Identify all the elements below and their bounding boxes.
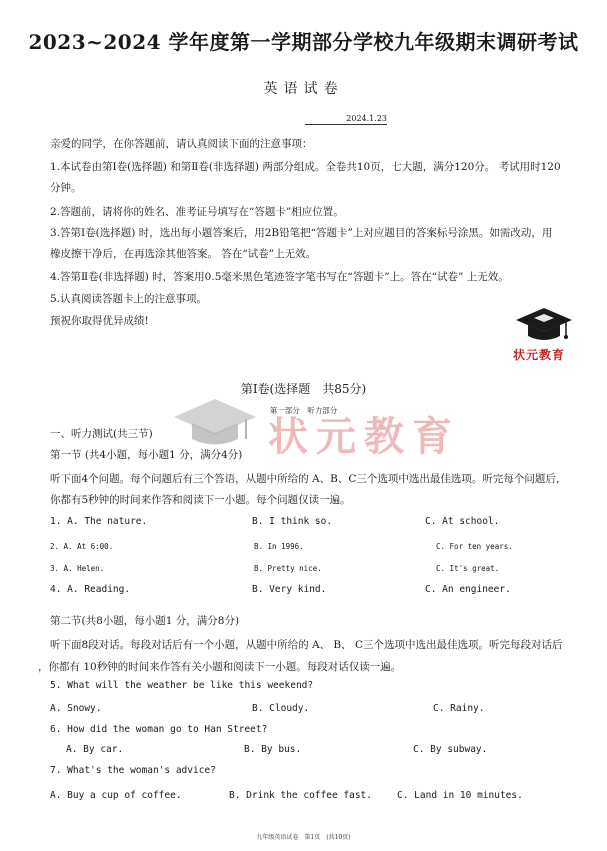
q5-option-b: B. Cloudy. (252, 703, 310, 714)
q1-option-b: B. I think so. (252, 516, 333, 527)
instruction-item-4: 4.答第Ⅱ卷(非选择题) 时，答案用0.5毫米黑色笔迹签字笔书写在“答题卡”上。答在“试卷” 上无效。 (50, 271, 509, 283)
q5-question: 5. What will the weather be like this weekend? (50, 680, 314, 691)
part2-description-cont: ，你都有 10秒钟的时间来作答有关小题和阅读下一小题。每段对话仅读一遍。 (38, 661, 402, 673)
part2-description: 听下面8段对话。每段对话后有一个小题，从题中所给的 A、 B、 C三个选项中选出最佳选项。听完每段对话后 (50, 639, 563, 651)
q7-option-c: C. Land in 10 minutes. (397, 790, 523, 801)
q2-option-b: B. In 1996. (254, 542, 304, 551)
q5-option-c: C. Rainy. (433, 703, 485, 714)
q3-option-b: B. Pretty nice. (254, 564, 322, 573)
part2-heading: 第二节(共8小题，每小题1 分，满分8分) (50, 615, 240, 627)
instruction-item-2: 2.答题前，请将你的姓名、准考证号填写在“答题卡”相应位置。 (50, 206, 344, 218)
part1-heading: 第一节 (共4小题，每小题1 分，满分4分) (50, 449, 243, 461)
part1-description-cont: 你都有5秒钟的时间来作答和阅读下一小题。每个问题仅读一遍。 (50, 494, 351, 506)
instruction-item-3-cont: 橡皮擦干净后，在再选涂其他答案。 答在“试卷”上无效。 (50, 248, 317, 260)
graduation-cap-icon (512, 306, 576, 346)
page-footer: 九年级英语试卷 第1页 (共10页) (256, 834, 351, 841)
part1-description: 听下面4个问题。每个问题后有三个答语，从题中所给的 A、B、C三个选项中选出最佳选项。听完每个问题后， (50, 473, 567, 485)
q3-option-a: 3. A. Helen. (50, 564, 105, 573)
q4-option-a: 4. A. Reading. (50, 584, 131, 595)
q7-option-b: B. Drink the coffee fast. (229, 790, 372, 801)
q1-option-a: 1. A. The nature. (50, 516, 148, 527)
q3-option-c: C. It's great. (436, 564, 500, 573)
q2-option-c: C. For ten years. (436, 542, 513, 551)
q1-option-c: C. At school. (425, 516, 500, 527)
instructions-wish: 预祝你取得优异成绩! (50, 315, 149, 327)
q7-question: 7. What's the woman's advice? (50, 765, 216, 776)
q2-option-a: 2. A. At 6:00. (50, 542, 114, 551)
q6-option-b: B. By bus. (244, 744, 302, 755)
watermark-cap-icon (170, 395, 260, 450)
instruction-item-1: 1.本试卷由第Ⅰ卷(选择题) 和第Ⅱ卷(非选择题) 两部分组成。全卷共10页，七大题，满分120分。 考试用时120 (50, 161, 561, 173)
watermark-text: 状元教育 (268, 413, 460, 460)
instruction-item-1-cont: 分钟。 (50, 182, 82, 194)
section-title: 第Ⅰ卷(选择题 共85分) (240, 382, 367, 396)
instruction-item-3: 3.答第Ⅰ卷(选择题) 时，选出每小题答案后，用2B铅笔把“答题卡”上对应题目的答案标号涂黑。如需改动，用 (50, 227, 553, 239)
listening-heading: 一、听力测试(共三节) (50, 428, 153, 440)
logo-text: 状元教育 (513, 348, 566, 362)
q4-option-c: C. An engineer. (425, 584, 511, 595)
q4-option-b: B. Very kind. (252, 584, 327, 595)
q6-question: 6. How did the woman go to Han Street? (50, 724, 268, 735)
exam-date: 2024.1.23 (305, 114, 387, 125)
exam-subtitle: 英语试卷 (263, 81, 344, 97)
section-part-label: 第一部分 听力部分 (269, 406, 338, 415)
q6-option-a: A. By car. (66, 744, 124, 755)
q7-option-a: A. Buy a cup of coffee. (50, 790, 182, 801)
exam-title: 2023~2024 学年度第一学期部分学校九年级期末调研考试 (28, 30, 579, 54)
instructions-greeting: 亲爱的同学，在你答题前，请认真阅读下面的注意事项： (50, 138, 313, 150)
q5-option-a: A. Snowy. (50, 703, 102, 714)
q6-option-c: C. By subway. (413, 744, 488, 755)
instruction-item-5: 5.认真阅读答题卡上的注意事项。 (50, 293, 208, 305)
